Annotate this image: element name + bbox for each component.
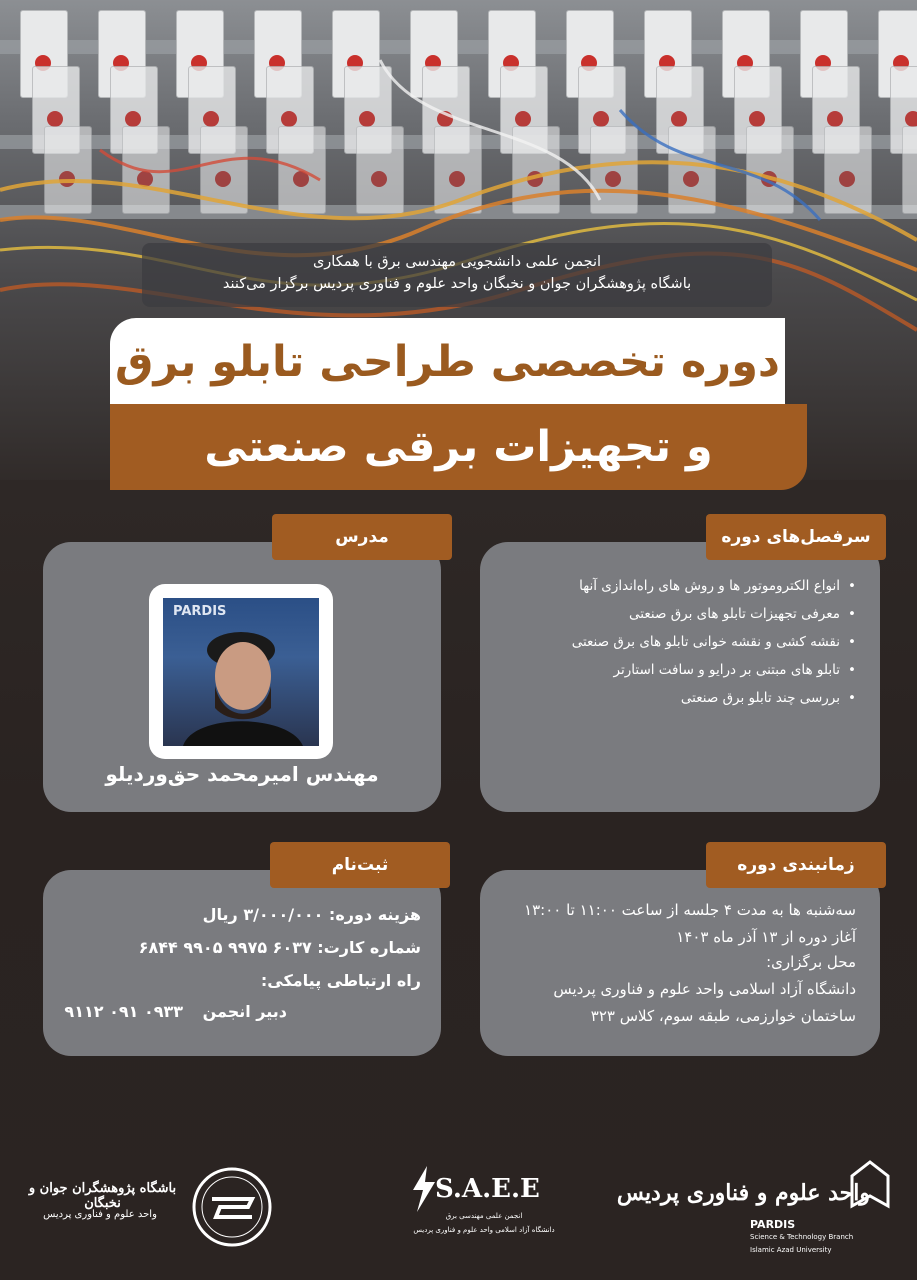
pardis-university-logo <box>616 1160 890 1270</box>
pardis-logo-en1: PARDIS <box>750 1218 796 1231</box>
registration-fee: هزینه دوره: ۳/۰۰۰/۰۰۰ ریال <box>202 905 421 924</box>
pardis-logo-text: واحد علوم و فناوری پردیس <box>616 1180 870 1206</box>
syllabus-list <box>480 572 880 712</box>
course-title-line-2: و تجهیزات برقی صنعتی <box>110 404 807 490</box>
organizers-line-2: باشگاه پژوهشگران جوان و نخبگان واحد علوم و فناوری پردیس برگزار می‌کنند <box>222 276 692 292</box>
schedule-line: سه‌شنبه ها به مدت ۴ جلسه از ساعت ۱۱:۰۰ تا ۱۳:۰۰ <box>524 901 856 919</box>
syllabus-item: • انواع الکتروموتور ها و روش های راه‌اندازی آنها <box>480 572 840 600</box>
syllabus-item: • معرفی تجهیزات تابلو های برق صنعتی <box>480 600 840 628</box>
club-logo-line-2: واحد علوم و فناوری پردیس <box>43 1209 157 1220</box>
instructor-name: مهندس امیرمحمد حق‌وردیلو <box>105 762 379 786</box>
course-title-line-1: دوره تخصصی طراحی تابلو برق <box>110 318 785 406</box>
registration-text <box>43 870 441 1027</box>
young-researchers-club-logo <box>25 1165 280 1260</box>
syllabus-card <box>480 542 880 812</box>
registration-contact-line <box>63 997 421 1027</box>
contact-role: دبیر انجمن <box>202 1002 287 1021</box>
saee-logo-sub1: انجمن علمی مهندسی برق <box>445 1212 523 1220</box>
organizers-box <box>142 243 772 307</box>
schedule-line: آغاز دوره از ۱۳ آذر ماه ۱۴۰۳ <box>676 928 856 946</box>
syllabus-item: • نقشه کشی و نقشه خوانی تابلو های برق صنعتی <box>480 628 840 656</box>
person-silhouette <box>163 598 319 746</box>
schedule-card <box>480 870 880 1056</box>
instructor-tag: مدرس <box>272 514 452 560</box>
club-emblem-icon <box>190 1165 274 1249</box>
registration-card-number: شماره کارت: ۶۰۳۷ ۹۹۷۵ ۹۹۰۵ ۶۸۴۴ <box>138 938 421 957</box>
photo-backdrop-text: PARDIS <box>173 604 227 619</box>
registration-contact-label: راه ارتباطی پیامکی: <box>260 971 421 990</box>
schedule-line: دانشگاه آزاد اسلامی واحد علوم و فناوری پردیس <box>553 980 856 998</box>
club-logo-line-1: باشگاه پژوهشگران جوان و نخبگان <box>28 1181 177 1211</box>
syllabus-tag: سرفصل‌های دوره <box>706 514 886 560</box>
instructor-photo-frame <box>149 584 333 759</box>
schedule-text <box>480 870 880 1030</box>
saee-logo-sub2: دانشگاه آزاد اسلامی واحد علوم و فناوری پردیس <box>413 1226 555 1234</box>
schedule-tag: زمانبندی دوره <box>706 842 886 888</box>
organizers-line-1: انجمن علمی دانشجویی مهندسی برق با همکاری <box>312 254 602 270</box>
instructor-photo <box>163 598 319 746</box>
registration-card <box>43 870 441 1056</box>
pardis-logo-en3: Islamic Azad University <box>750 1246 832 1254</box>
syllabus-item: • تابلو های مبتنی بر درایو و سافت استارتر <box>480 656 840 684</box>
saee-logo <box>385 1160 555 1260</box>
saee-logo-text: S.A.E.E <box>435 1174 540 1204</box>
syllabus-item: • بررسی چند تابلو برق صنعتی <box>480 684 840 712</box>
schedule-line: ساختمان خوارزمی، طبقه سوم، کلاس ۳۲۳ <box>590 1007 856 1025</box>
schedule-line: محل برگزاری: <box>766 953 856 971</box>
pardis-logo-en2: Science & Technology Branch <box>750 1233 854 1241</box>
registration-tag: ثبت‌نام <box>270 842 450 888</box>
contact-phone: ۰۹۳۳ ۰۹۱ ۹۱۱۲ <box>64 1002 183 1021</box>
